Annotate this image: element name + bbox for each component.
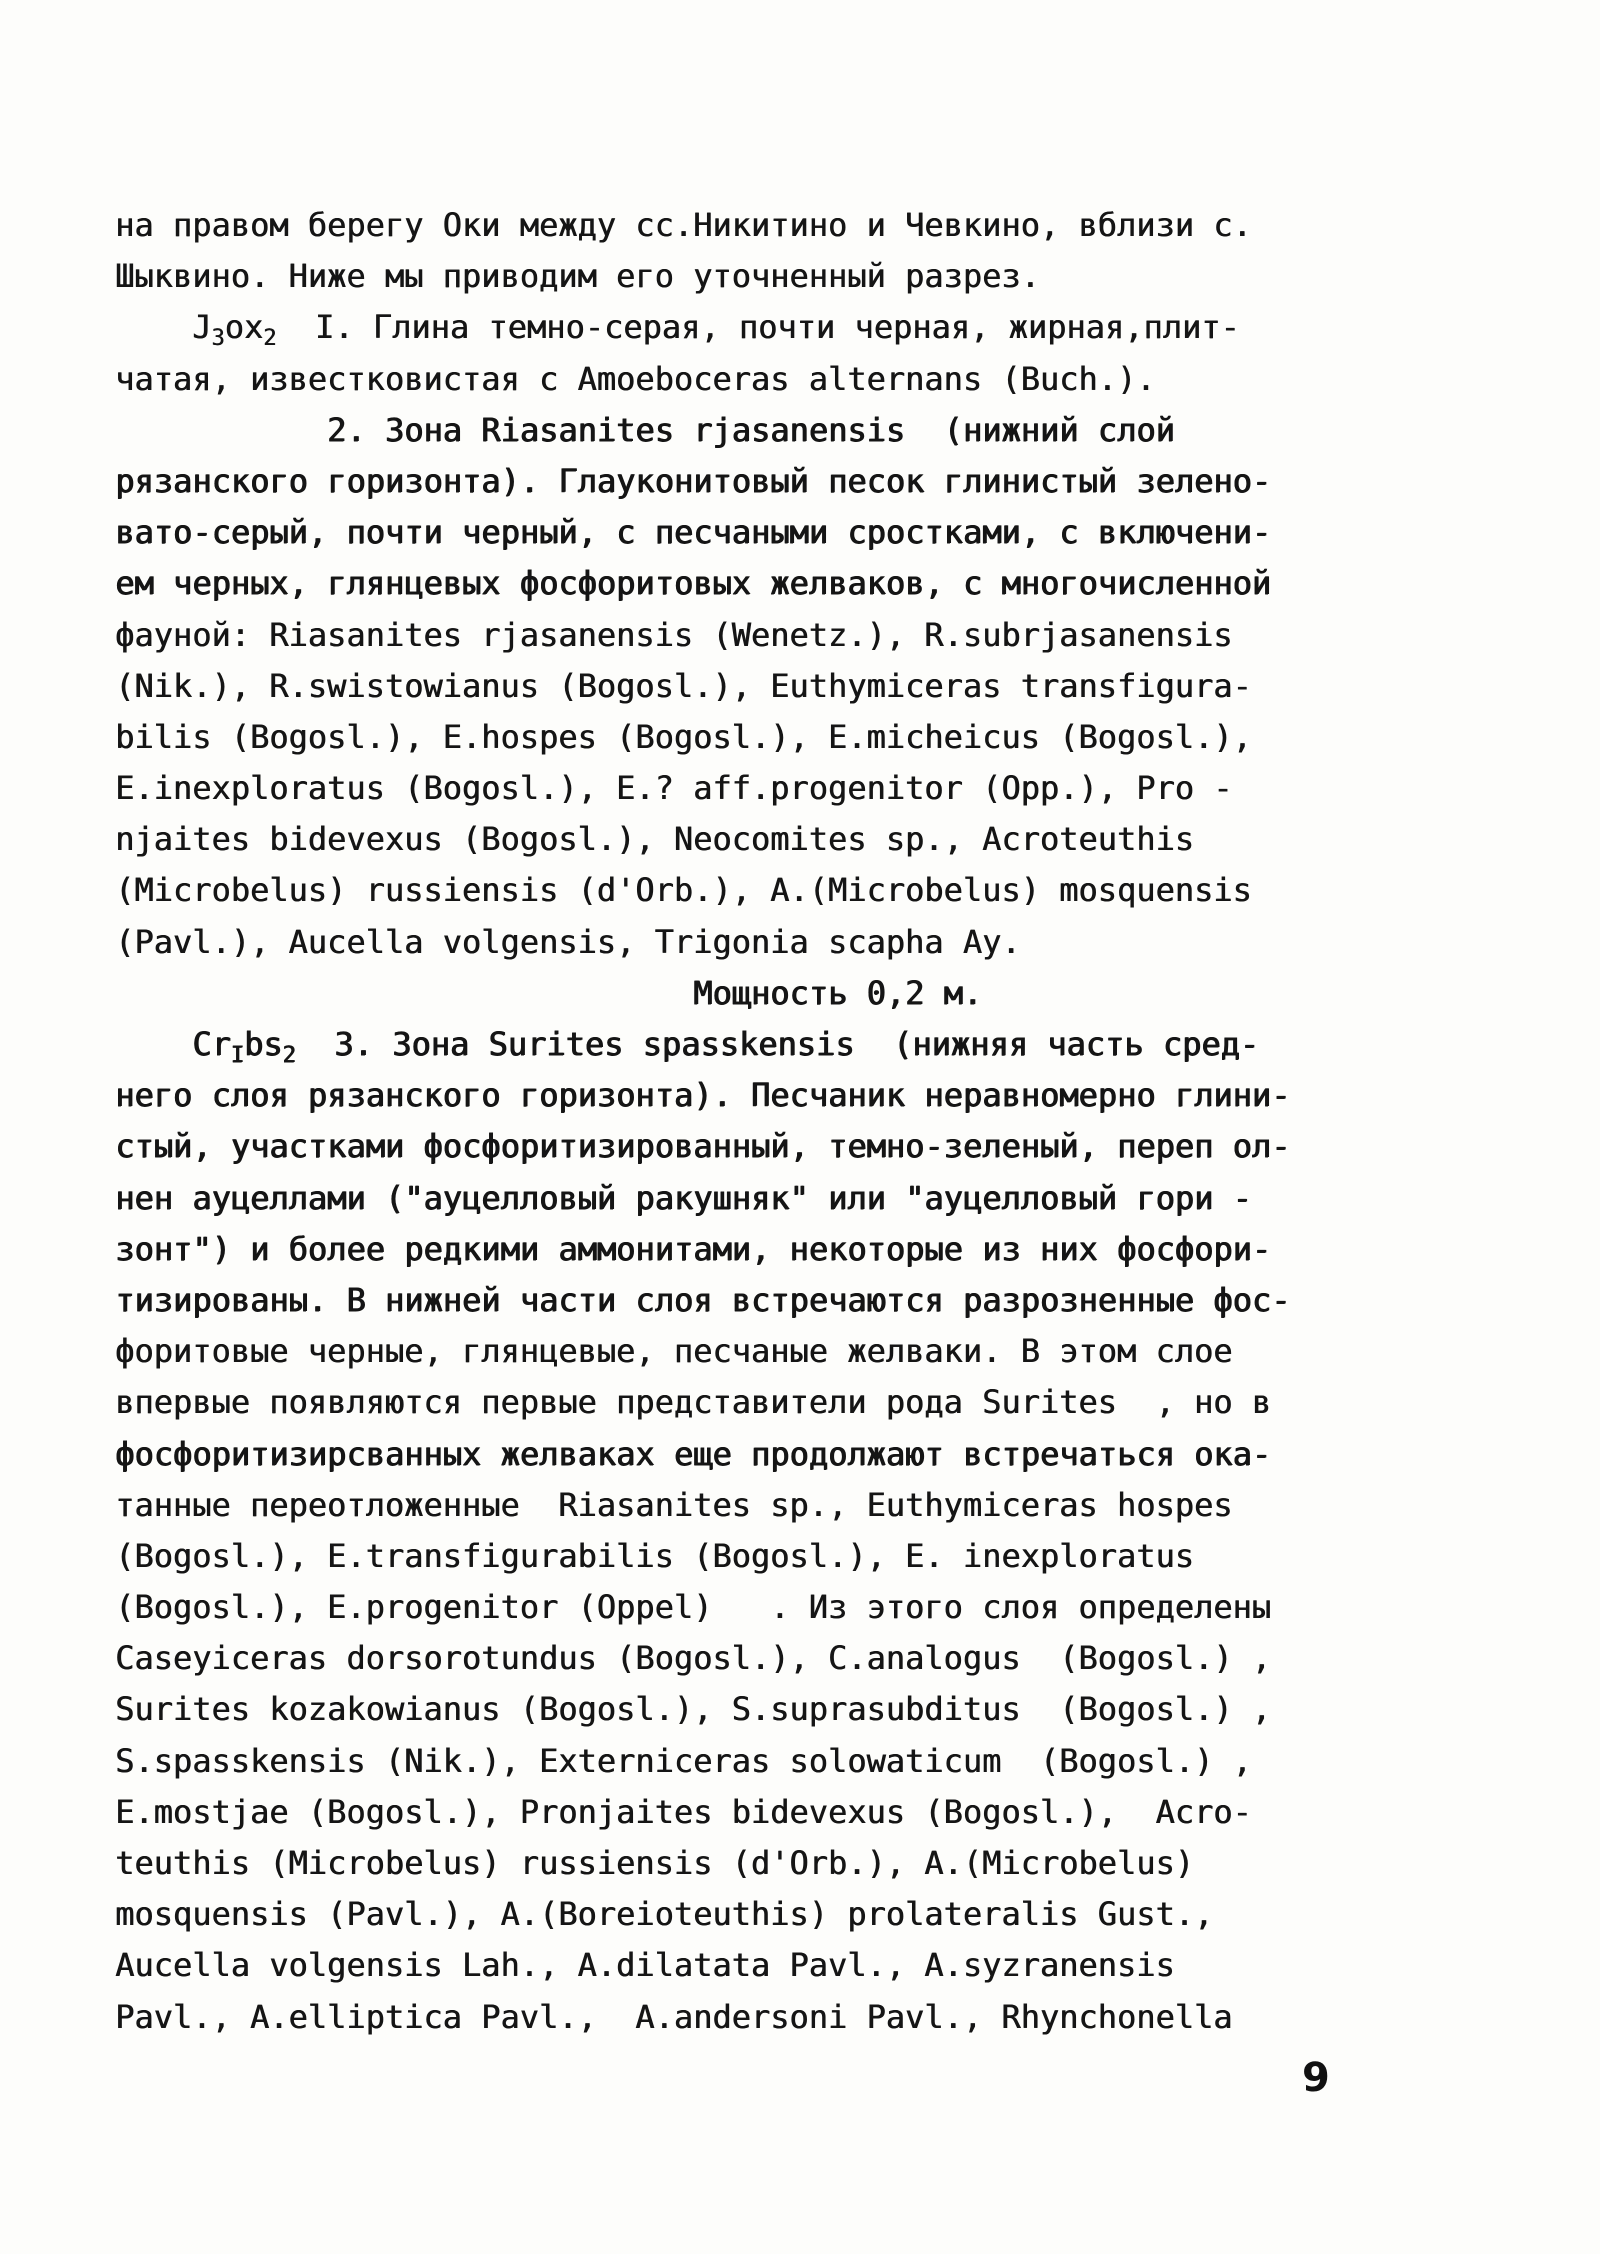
- text-line: нен ауцеллами ("ауцелловый ракушняк" или "ауцелловый гори -: [115, 1178, 1252, 1217]
- text-line: teuthis (Microbelus) russiensis (d'Orb.), A.(Microbelus): [115, 1844, 1194, 1882]
- text-segment: I. Глина темно-серая, почти черная, жирная,плит-: [276, 308, 1240, 347]
- text-line: танные переотложенные Riasanites sp., Euthymiceras hospes: [115, 1485, 1233, 1524]
- text-line: ем черных, глянцевых фосфоритовых желваков, с многочисленной: [115, 564, 1271, 603]
- text-line: Шыквино. Ниже мы приводим его уточненный разрез.: [115, 257, 1040, 296]
- text-line: S.spasskensis (Nik.), Externiceras solowaticum (Bogosl.) ,: [115, 1741, 1252, 1780]
- text-segment: 3. Зона Surites spasskensis (нижняя часть сред-: [295, 1025, 1259, 1063]
- stratigraphic-index-line: [115, 1019, 1385, 1070]
- text-line: фауной: Riasanites rjasanensis (Wenetz.), R.subrjasanensis: [115, 615, 1233, 654]
- text-line: фосфоритизирсванных желваках еще продолжают встречаться ока-: [115, 1434, 1271, 1473]
- text-line: Caseyiceras dorsorotundus (Bogosl.), C.analogus (Bogosl.) ,: [115, 1639, 1271, 1678]
- text-line: (Nik.), R.swistowianus (Bogosl.), Euthymiceras transfigura-: [115, 666, 1252, 705]
- page-number: 9: [1302, 2055, 1330, 2101]
- text-line: (Pavl.), Aucella volgensis, Trigonia scapha Ay.: [115, 922, 1021, 961]
- text-line: на правом берегу Оки между сс.Никитино и Чевкино, вблизи с.: [115, 206, 1252, 244]
- text-line: него слоя рязанского горизонта). Песчаник неравномерно глини-: [115, 1076, 1291, 1115]
- text-line: вато-серый, почти черный, с песчаными сростками, с включени-: [115, 513, 1271, 552]
- text-line: bilis (Bogosl.), E.hospes (Bogosl.), E.micheicus (Bogosl.),: [115, 717, 1252, 756]
- stratigraphic-index: $Cr_Ibs_2$: [192, 1025, 296, 1068]
- text-line: 2. Зона Riasanites rjasanensis (нижний слой: [115, 410, 1175, 449]
- text-line: mosquensis (Pavl.), A.(Boreioteuthis) prolateralis Gust.,: [115, 1895, 1214, 1934]
- text-line: впервые появляются первые представители рода Surites , но в: [115, 1383, 1271, 1422]
- text-line: Pavl., A.elliptica Pavl., A.andersoni Pavl., Rhynchonella: [115, 1997, 1233, 2036]
- text-line: тизированы. В нижней части слоя встречаются разрозненные фос-: [115, 1280, 1291, 1319]
- text-line: E.inexploratus (Bogosl.), E.? aff.progenitor (Opp.), Pro -: [115, 769, 1233, 808]
- text-line: (Bogosl.), E.progenitor (Oppel) . Из этого слоя определены: [115, 1588, 1271, 1627]
- text-line: (Bogosl.), E.transfigurabilis (Bogosl.), E. inexploratus: [115, 1536, 1194, 1575]
- text-line: рязанского горизонта). Глауконитовый песок глинистый зелено-: [115, 461, 1271, 500]
- text-line: njaites bidevexus (Bogosl.), Neocomites sp., Acroteuthis: [115, 820, 1194, 859]
- thickness-line: [115, 968, 1385, 1019]
- text-line: (Microbelus) russiensis (d'Orb.), A.(Microbelus) mosquensis: [115, 871, 1252, 910]
- stratigraphic-index-line: [115, 302, 1385, 353]
- text-line: Aucella volgensis Lah., A.dilatata Pavl., A.syzranensis: [115, 1946, 1175, 1985]
- text-line: стый, участками фосфоритизированный, темно-зеленый, переп ол-: [115, 1127, 1291, 1166]
- text-line: чатая, известковистая с Amoeboceras alternans (Buch.).: [115, 359, 1156, 398]
- text-line: E.mostjae (Bogosl.), Pronjaites bidevexus (Bogosl.), Acro-: [115, 1792, 1252, 1831]
- thickness-note: Мощность 0,2 м.: [692, 973, 982, 1012]
- text-line: Surites kozakowianus (Bogosl.), S.suprasubditus (Bogosl.) ,: [115, 1690, 1271, 1729]
- text-line: форитовые черные, глянцевые, песчаные желваки. В этом слое: [115, 1332, 1233, 1371]
- typed-text-block: [115, 200, 1385, 2043]
- text-line: зонт") и более редкими аммонитами, некоторые из них фосфори-: [115, 1229, 1271, 1268]
- stratigraphic-index: $J_3ox_2$: [192, 308, 277, 352]
